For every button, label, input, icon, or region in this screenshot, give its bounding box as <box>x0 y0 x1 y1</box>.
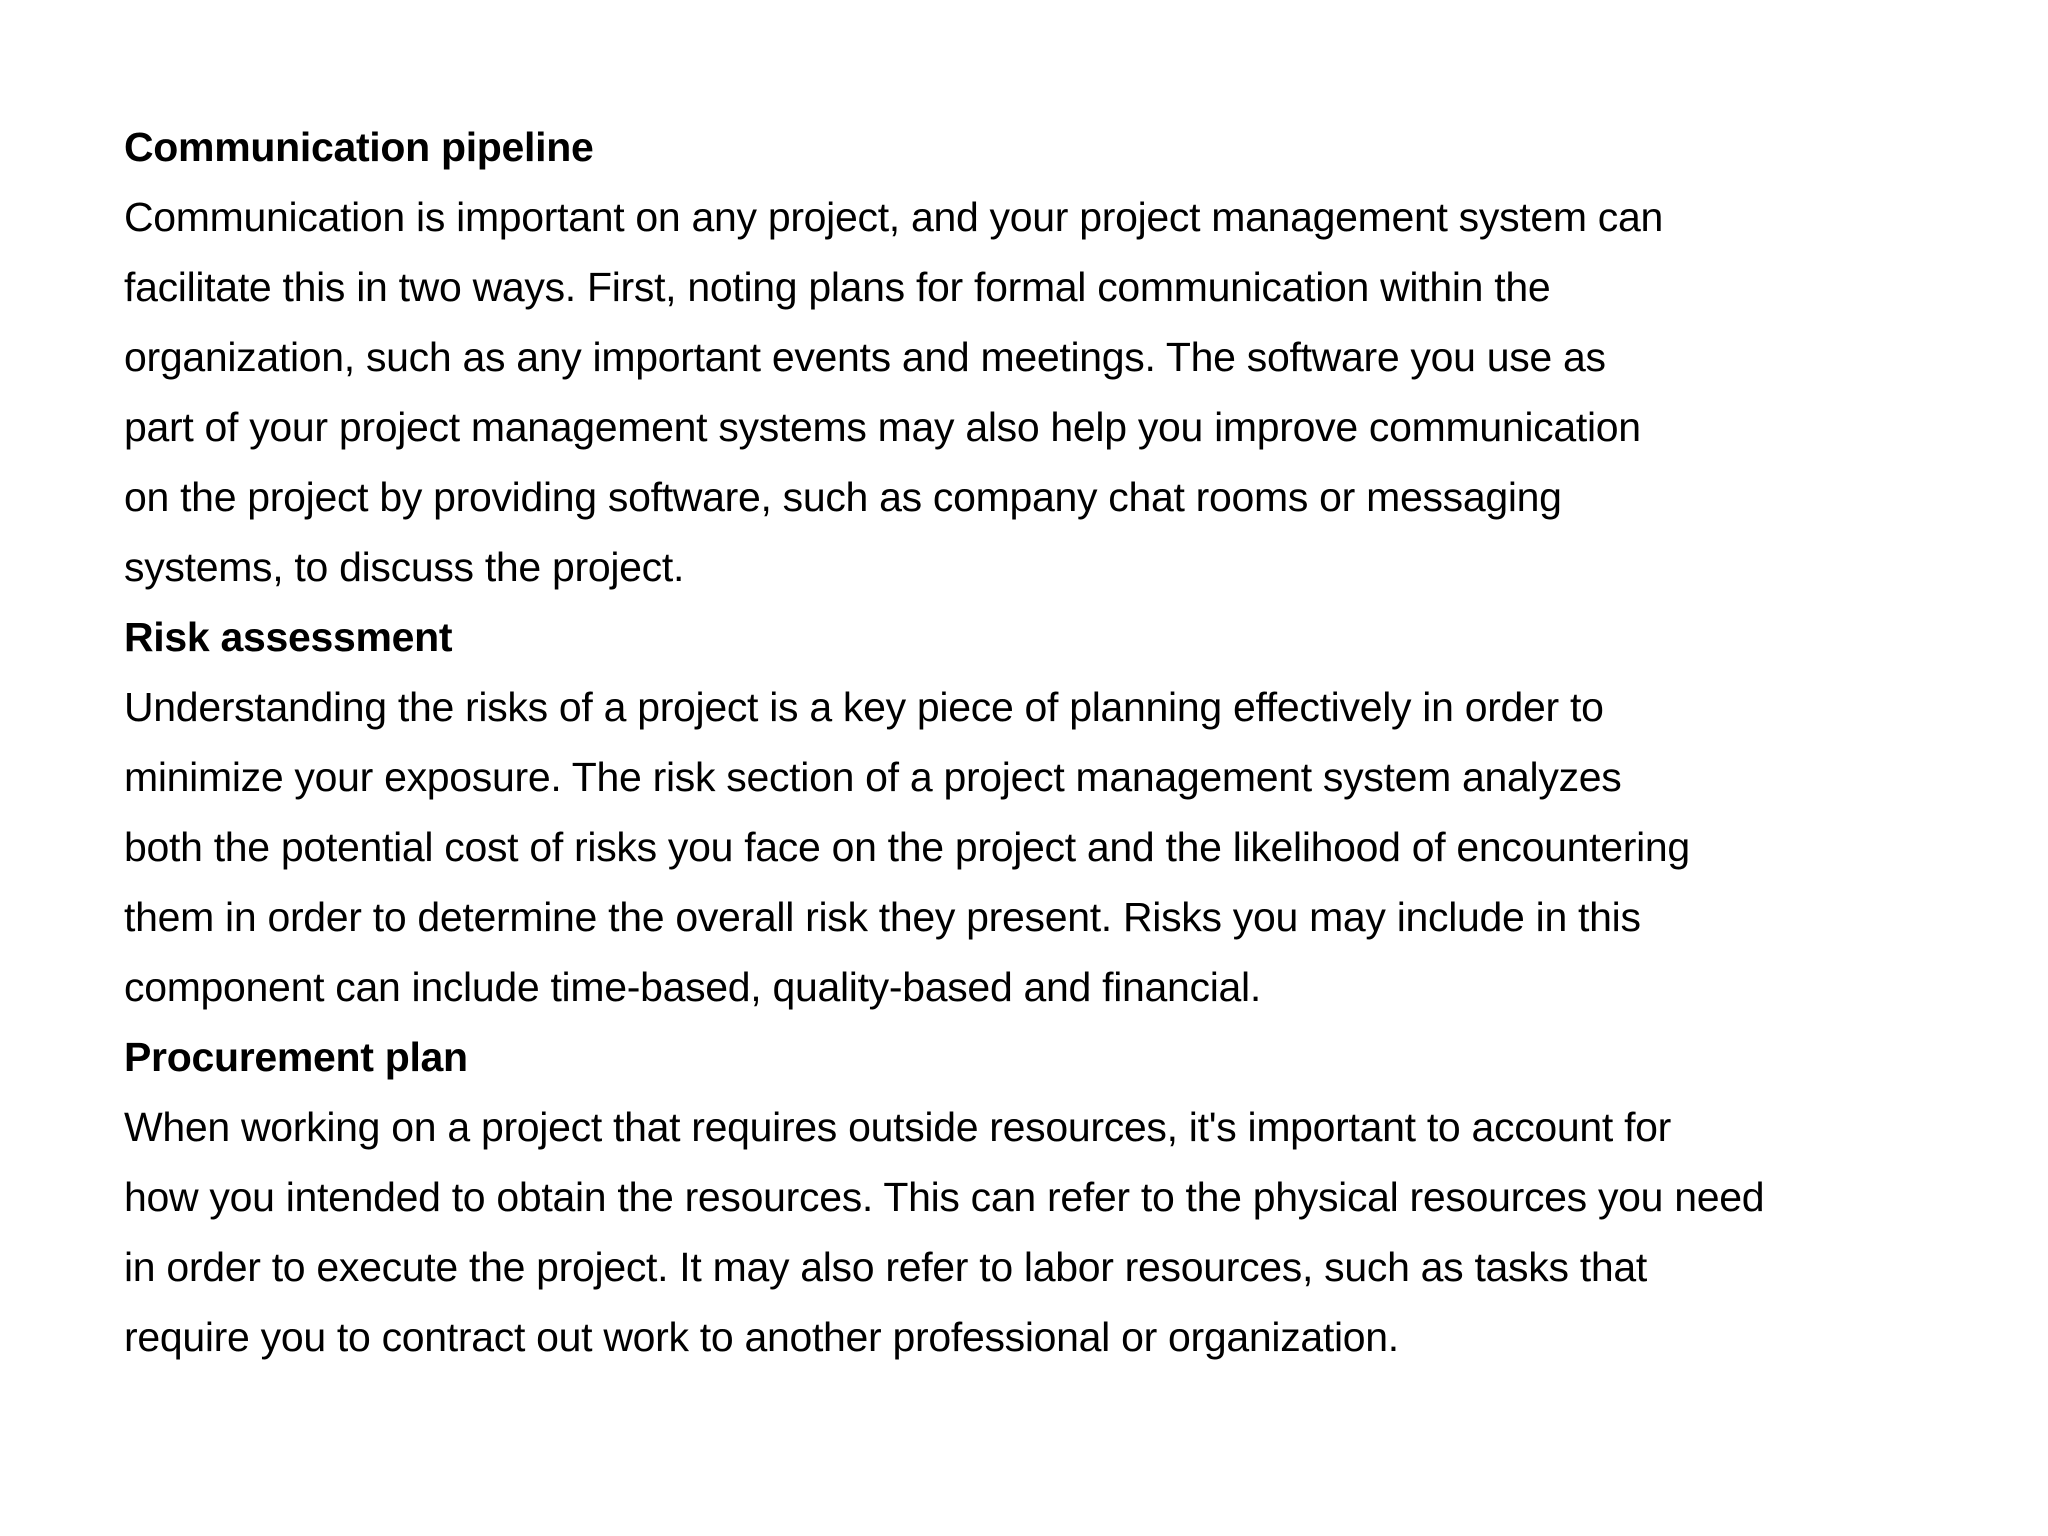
paragraph-line: both the potential cost of risks you face on the project and the likelihood of encountering <box>124 824 1690 870</box>
section-heading: Procurement plan <box>124 1034 468 1080</box>
paragraph-line: part of your project management systems may also help you improve communication <box>124 404 1641 450</box>
section-heading: Risk assessment <box>124 614 453 660</box>
paragraph-line: facilitate this in two ways. First, noting plans for formal communication within the <box>124 264 1551 310</box>
paragraph-line: organization, such as any important events and meetings. The software you use as <box>124 334 1606 380</box>
paragraph-line: minimize your exposure. The risk section of a project management system analyzes <box>124 754 1622 800</box>
section-heading: Communication pipeline <box>124 124 594 170</box>
paragraph-line: them in order to determine the overall risk they present. Risks you may include in this <box>124 894 1641 940</box>
paragraph-line: on the project by providing software, such as company chat rooms or messaging <box>124 474 1562 520</box>
paragraph-line: in order to execute the project. It may also refer to labor resources, such as tasks that <box>124 1244 1647 1290</box>
paragraph-line: systems, to discuss the project. <box>124 544 685 590</box>
section-risk-assessment <box>124 602 2008 1022</box>
paragraph-line: how you intended to obtain the resources. This can refer to the physical resources you need <box>124 1174 1765 1220</box>
section-procurement-plan <box>124 1022 2008 1372</box>
paragraph-line: Communication is important on any project, and your project management system can <box>124 194 1664 240</box>
section-communication-pipeline <box>124 112 2008 602</box>
paragraph-line: Understanding the risks of a project is a key piece of planning effectively in order to <box>124 684 1604 730</box>
paragraph-line: When working on a project that requires outside resources, it's important to account for <box>124 1104 1672 1150</box>
paragraph-line: require you to contract out work to another professional or organization. <box>124 1314 1399 1360</box>
paragraph-line: component can include time-based, quality-based and financial. <box>124 964 1261 1010</box>
